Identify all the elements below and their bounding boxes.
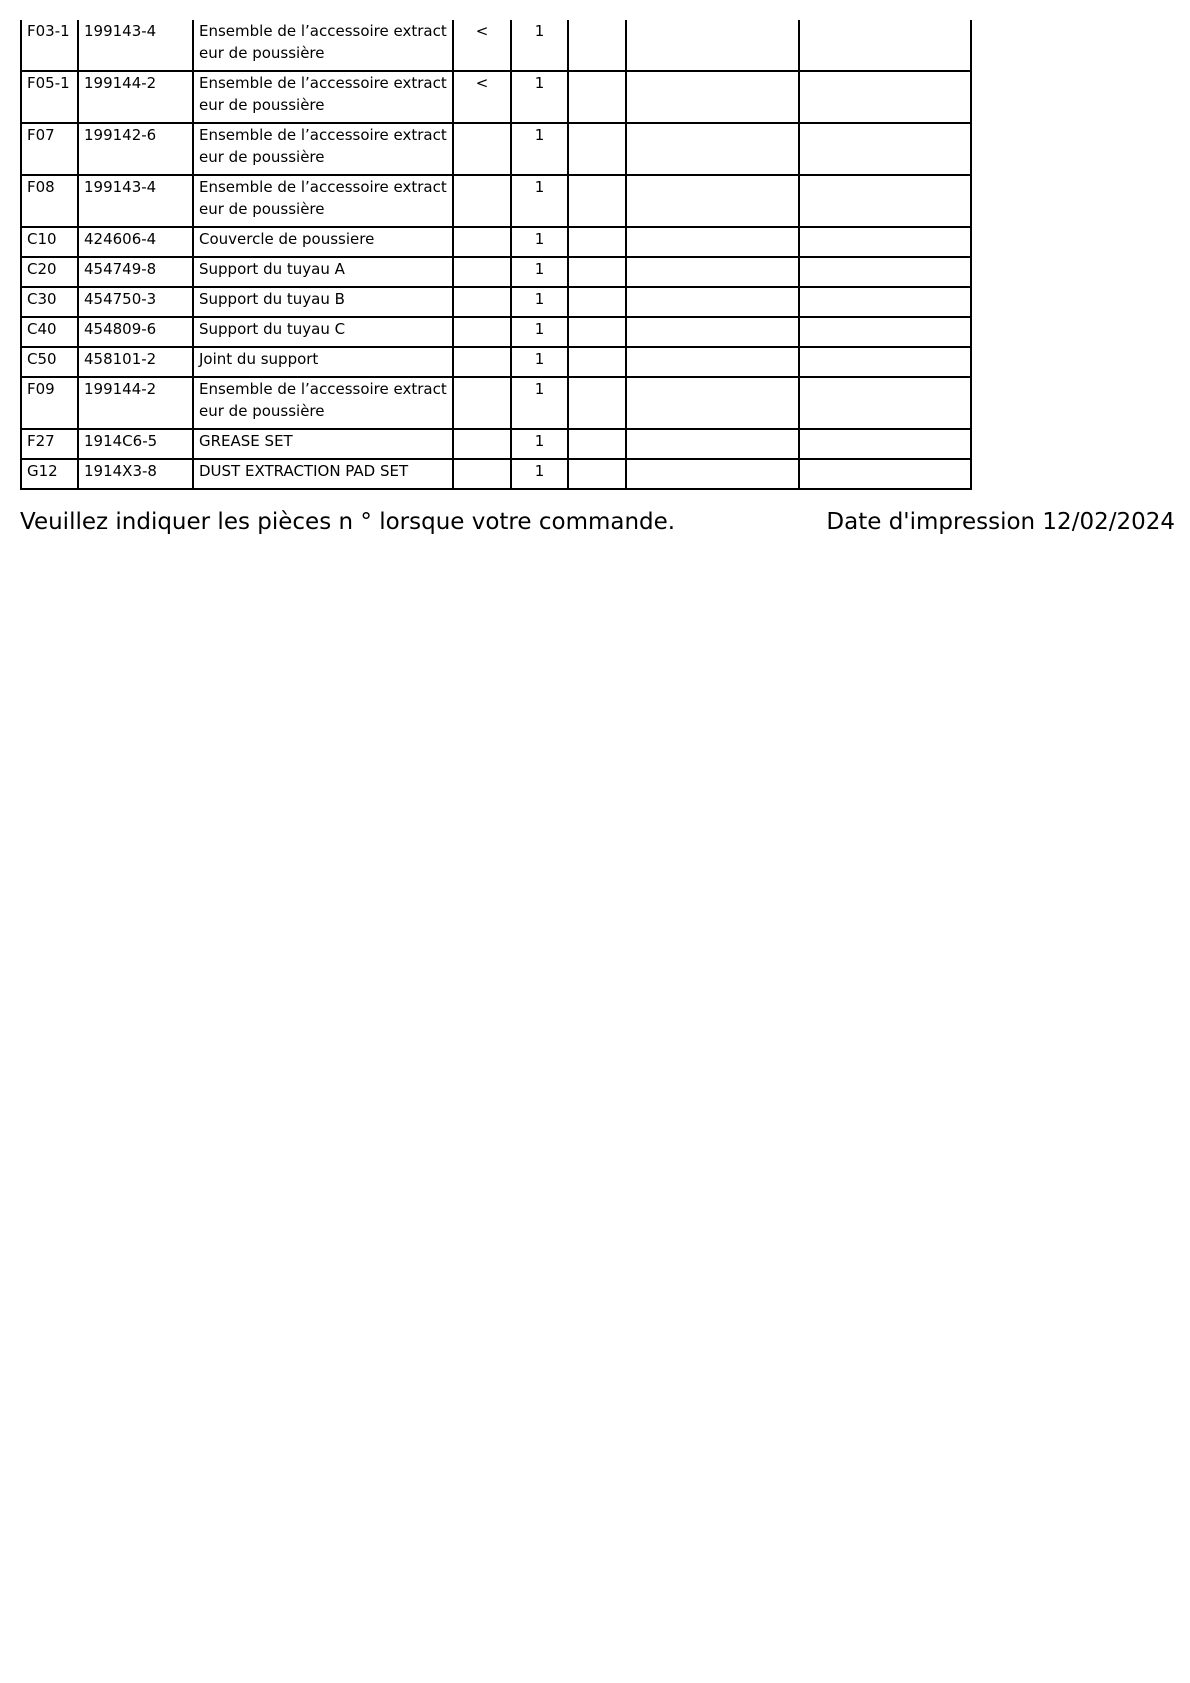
note-cell [453, 377, 511, 429]
description-line-1: Ensemble de l’accessoire extract [199, 22, 447, 40]
table-row [21, 347, 971, 377]
empty-cell [568, 459, 626, 489]
ref-cell: F03-1 [21, 20, 78, 71]
part-number-cell: 199144-2 [78, 71, 193, 123]
parts-table [20, 20, 972, 490]
quantity-cell: 1 [511, 175, 568, 227]
note-cell [453, 429, 511, 459]
quantity-cell: 1 [511, 20, 568, 71]
quantity-cell: 1 [511, 429, 568, 459]
note-cell [453, 317, 511, 347]
empty-cell [799, 257, 971, 287]
note-cell [453, 257, 511, 287]
note-cell [453, 227, 511, 257]
quantity-cell: 1 [511, 123, 568, 175]
ref-cell: G12 [21, 459, 78, 489]
empty-cell [799, 123, 971, 175]
parts-table-body [21, 20, 971, 489]
note-cell [453, 287, 511, 317]
description-cell: Support du tuyau B [193, 287, 453, 317]
note-cell: < [453, 71, 511, 123]
part-number-cell: 199143-4 [78, 175, 193, 227]
description-cell: Support du tuyau C [193, 317, 453, 347]
description-cell: Couvercle de poussiere [193, 227, 453, 257]
note-cell: < [453, 20, 511, 71]
ref-cell: F05-1 [21, 71, 78, 123]
table-row [21, 459, 971, 489]
part-number-cell: 199142-6 [78, 123, 193, 175]
description-cell [193, 377, 453, 429]
table-row [21, 377, 971, 429]
quantity-cell: 1 [511, 287, 568, 317]
empty-cell [799, 175, 971, 227]
empty-cell [626, 175, 799, 227]
print-date: Date d'impression 12/02/2024 [826, 509, 1175, 535]
description-line-1: Ensemble de l’accessoire extract [199, 178, 447, 196]
quantity-cell: 1 [511, 227, 568, 257]
ref-cell: C40 [21, 317, 78, 347]
empty-cell [568, 287, 626, 317]
part-number-cell: 458101-2 [78, 347, 193, 377]
empty-cell [568, 377, 626, 429]
table-row [21, 429, 971, 459]
empty-cell [568, 71, 626, 123]
description-line-2: eur de poussière [199, 96, 325, 114]
part-number-cell: 424606-4 [78, 227, 193, 257]
description-line-2: eur de poussière [199, 402, 325, 420]
page-footer [20, 507, 1175, 537]
empty-cell [626, 123, 799, 175]
empty-cell [626, 377, 799, 429]
description-line-2: eur de poussière [199, 200, 325, 218]
part-number-cell: 199143-4 [78, 20, 193, 71]
part-number-cell: 1914C6-5 [78, 429, 193, 459]
description-line-2: eur de poussière [199, 148, 325, 166]
empty-cell [799, 377, 971, 429]
ref-cell: F07 [21, 123, 78, 175]
note-cell [453, 347, 511, 377]
quantity-cell: 1 [511, 71, 568, 123]
ref-cell: F08 [21, 175, 78, 227]
ref-cell: F27 [21, 429, 78, 459]
empty-cell [568, 123, 626, 175]
table-row [21, 123, 971, 175]
note-cell [453, 123, 511, 175]
note-cell [453, 175, 511, 227]
empty-cell [626, 20, 799, 71]
empty-cell [626, 459, 799, 489]
description-cell: Support du tuyau A [193, 257, 453, 287]
quantity-cell: 1 [511, 377, 568, 429]
part-number-cell: 454749-8 [78, 257, 193, 287]
empty-cell [626, 287, 799, 317]
table-row [21, 257, 971, 287]
quantity-cell: 1 [511, 459, 568, 489]
empty-cell [799, 287, 971, 317]
description-cell [193, 175, 453, 227]
ref-cell: C10 [21, 227, 78, 257]
table-row [21, 175, 971, 227]
empty-cell [568, 175, 626, 227]
empty-cell [799, 347, 971, 377]
empty-cell [799, 227, 971, 257]
quantity-cell: 1 [511, 347, 568, 377]
table-row [21, 317, 971, 347]
description-line-2: eur de poussière [199, 44, 325, 62]
empty-cell [626, 71, 799, 123]
part-number-cell: 1914X3-8 [78, 459, 193, 489]
empty-cell [626, 257, 799, 287]
description-cell [193, 20, 453, 71]
empty-cell [799, 71, 971, 123]
part-number-cell: 454809-6 [78, 317, 193, 347]
description-cell: DUST EXTRACTION PAD SET [193, 459, 453, 489]
ref-cell: C20 [21, 257, 78, 287]
empty-cell [568, 257, 626, 287]
ref-cell: C30 [21, 287, 78, 317]
note-cell [453, 459, 511, 489]
empty-cell [626, 429, 799, 459]
ref-cell: C50 [21, 347, 78, 377]
description-cell: GREASE SET [193, 429, 453, 459]
empty-cell [568, 20, 626, 71]
order-instruction: Veuillez indiquer les pièces n ° lorsque votre commande. [20, 509, 676, 535]
empty-cell [799, 459, 971, 489]
description-cell [193, 123, 453, 175]
empty-cell [799, 429, 971, 459]
quantity-cell: 1 [511, 257, 568, 287]
empty-cell [568, 317, 626, 347]
empty-cell [626, 347, 799, 377]
table-row [21, 20, 971, 71]
ref-cell: F09 [21, 377, 78, 429]
description-line-1: Ensemble de l’accessoire extract [199, 380, 447, 398]
part-number-cell: 199144-2 [78, 377, 193, 429]
table-row [21, 71, 971, 123]
empty-cell [799, 317, 971, 347]
table-row [21, 287, 971, 317]
empty-cell [799, 20, 971, 71]
empty-cell [626, 227, 799, 257]
empty-cell [568, 347, 626, 377]
empty-cell [568, 429, 626, 459]
quantity-cell: 1 [511, 317, 568, 347]
empty-cell [568, 227, 626, 257]
part-number-cell: 454750-3 [78, 287, 193, 317]
description-cell: Joint du support [193, 347, 453, 377]
description-cell [193, 71, 453, 123]
description-line-1: Ensemble de l’accessoire extract [199, 126, 447, 144]
description-line-1: Ensemble de l’accessoire extract [199, 74, 447, 92]
table-row [21, 227, 971, 257]
empty-cell [626, 317, 799, 347]
